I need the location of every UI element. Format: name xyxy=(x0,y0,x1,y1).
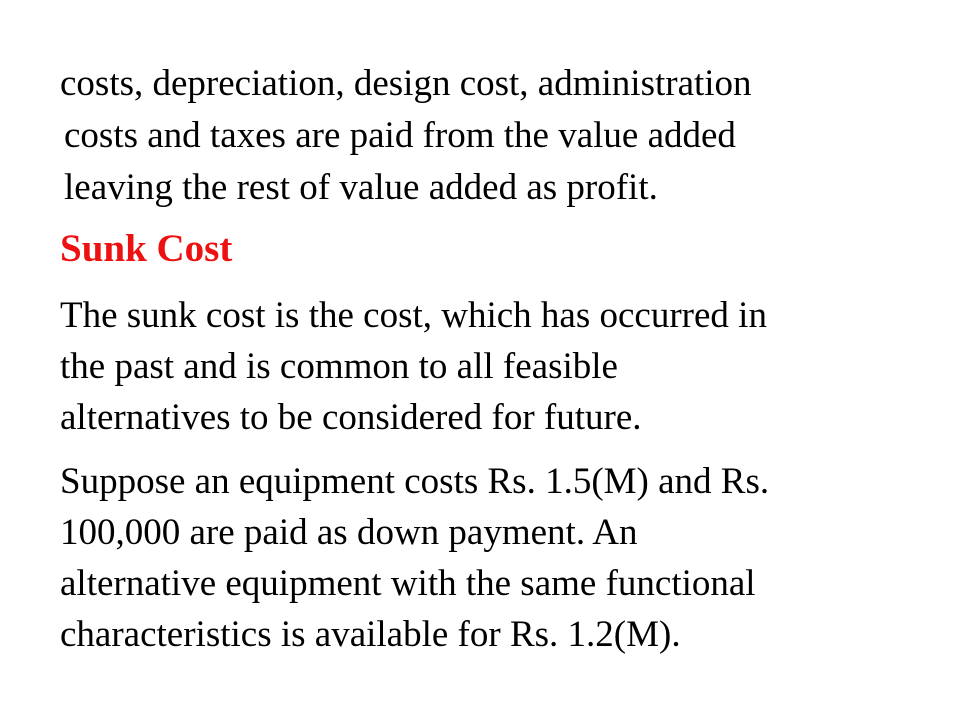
paragraph2-line: alternative equipment with the same functional xyxy=(60,563,756,604)
section-heading: Sunk Cost xyxy=(60,227,233,270)
paragraph1-line: alternatives to be considered for future. xyxy=(60,397,642,438)
intro-line: costs and taxes are paid from the value added xyxy=(64,115,736,156)
paragraph2-line: 100,000 are paid as down payment. An xyxy=(60,512,638,553)
intro-line: leaving the rest of value added as profit. xyxy=(64,167,658,208)
paragraph2-line: characteristics is available for Rs. 1.2(M). xyxy=(60,614,681,655)
paragraph2-line: Suppose an equipment costs Rs. 1.5(M) and Rs. xyxy=(60,461,770,502)
intro-line: costs, depreciation, design cost, administration xyxy=(60,63,752,104)
paragraph1-line: the past and is common to all feasible xyxy=(60,346,618,387)
paragraph1-line: The sunk cost is the cost, which has occurred in xyxy=(60,295,767,336)
